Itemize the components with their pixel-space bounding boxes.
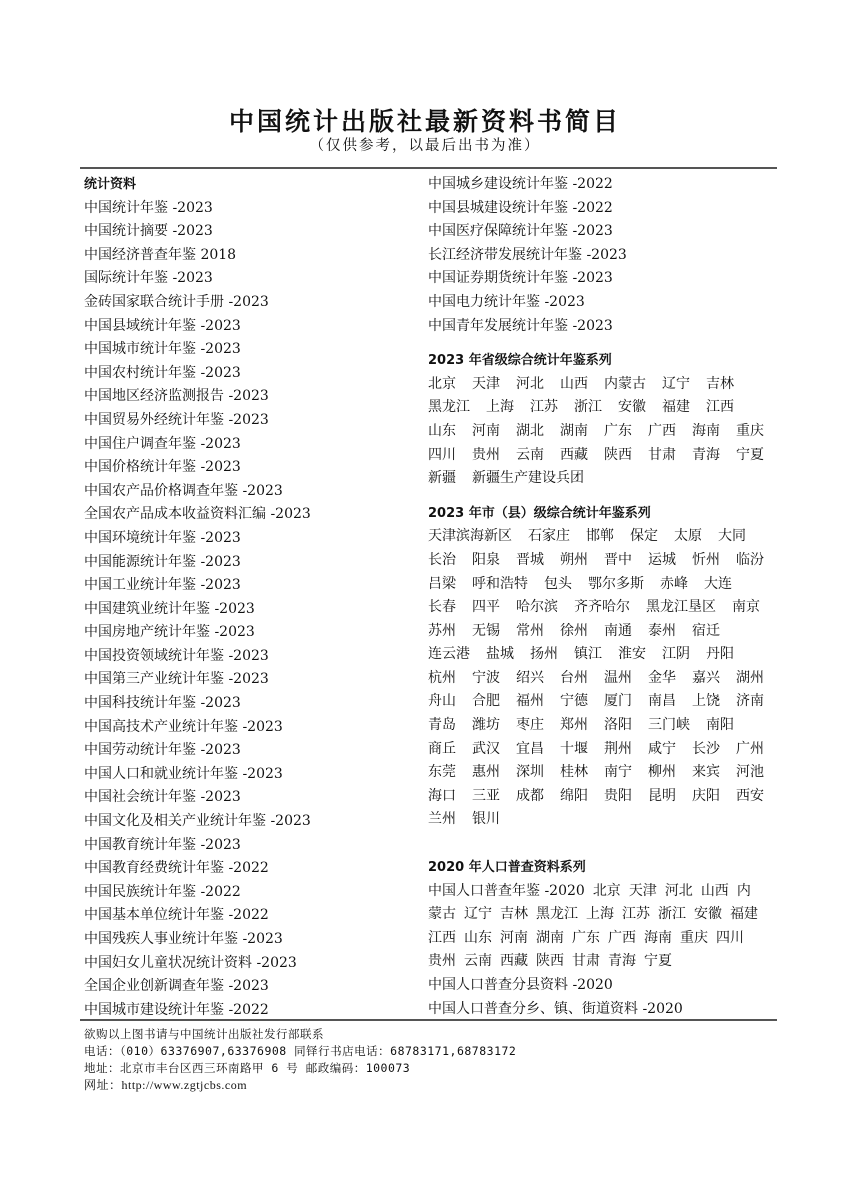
city-row	[428, 808, 778, 832]
city-entry: 鄂尔多斯	[588, 575, 644, 592]
city-entry: 淮安	[618, 646, 646, 663]
book-title: 中国社会统计年鉴 -2023	[84, 789, 241, 806]
city-entry: 苏州	[428, 622, 456, 639]
city-entry: 赤峰	[660, 575, 688, 592]
city-entry: 兰州	[428, 811, 456, 828]
census-region-entry: 黑龙江	[536, 906, 578, 923]
contact-footer	[84, 1026, 516, 1094]
section-title-provincial: 2023 年省级综合统计年鉴系列	[428, 353, 612, 369]
city-entry: 长治	[428, 551, 456, 568]
book-title: 中国城市建设统计年鉴 -2022	[84, 1001, 269, 1018]
province-entry: 甘肃	[648, 446, 676, 463]
city-row	[428, 549, 778, 573]
census-region-row	[428, 903, 778, 927]
book-title: 中国民族统计年鉴 -2022	[84, 883, 241, 900]
book-title: 中国妇女儿童状况统计资料 -2023	[84, 954, 297, 971]
census-region-list	[428, 880, 778, 974]
provincial-region-list	[428, 373, 778, 491]
city-entry: 郑州	[560, 717, 588, 734]
census-region-entry: 内	[736, 882, 751, 899]
city-entry: 深圳	[516, 764, 544, 781]
province-row	[428, 420, 778, 444]
city-entry: 三门峡	[648, 717, 690, 734]
province-row	[428, 396, 778, 420]
city-entry: 常州	[516, 622, 544, 639]
book-title: 中国地区经济监测报告 -2023	[84, 388, 269, 405]
book-title: 中国房地产统计年鉴 -2023	[84, 624, 255, 641]
city-entry: 温州	[604, 669, 632, 686]
city-entry: 宿迁	[692, 622, 720, 639]
census-region-entry: 江苏	[622, 906, 650, 923]
city-entry: 湖州	[736, 669, 764, 686]
city-entry: 朔州	[560, 551, 588, 568]
city-entry: 嘉兴	[692, 669, 720, 686]
census-region-row	[428, 950, 778, 974]
province-entry: 新疆生产建设兵团	[472, 470, 584, 487]
census-region-entry: 湖南	[536, 929, 564, 946]
top-divider	[80, 167, 777, 169]
city-entry: 长春	[428, 599, 456, 616]
website-line[interactable]: 网址：http://www.zgtjcbs.com	[84, 1078, 248, 1092]
census-region-entry: 安徽	[694, 906, 722, 923]
city-entry: 泰州	[648, 622, 676, 639]
province-entry: 云南	[516, 446, 544, 463]
city-entry: 江阴	[662, 646, 690, 663]
province-entry: 重庆	[736, 422, 764, 439]
city-row	[428, 761, 778, 785]
city-entry: 齐齐哈尔	[574, 599, 630, 616]
phone-line: 电话：（010）63376907,63376908 同铎行书店电话：68783171,68783172	[84, 1044, 517, 1058]
census-region-entry: 吉林	[500, 906, 528, 923]
province-entry: 广西	[648, 422, 676, 439]
city-entry: 杭州	[428, 669, 456, 686]
province-row	[428, 373, 778, 397]
city-entry: 荆州	[604, 740, 632, 757]
page-subtitle: （仅供参考，以最后出书为准）	[309, 138, 541, 154]
city-entry: 枣庄	[516, 717, 544, 734]
city-entry: 济南	[736, 693, 764, 710]
purchase-note: 欲购以上图书请与中国统计出版社发行部联系	[84, 1027, 324, 1041]
city-entry: 大同	[718, 528, 746, 545]
province-entry: 天津	[472, 375, 500, 392]
book-title: 中国第三产业统计年鉴 -2023	[84, 671, 269, 688]
census-region-entry: 山西	[700, 882, 729, 899]
census-book-title: 中国人口普查分县资料 -2020	[428, 977, 613, 993]
book-title: 金砖国家联合统计手册 -2023	[84, 293, 269, 310]
section-title-statistics: 统计资料	[84, 177, 137, 192]
book-title: 中国统计年鉴 -2023	[84, 199, 213, 216]
census-region-entry: 河北	[664, 882, 693, 899]
bottom-divider	[80, 1019, 777, 1021]
census-region-entry: 青海	[608, 953, 636, 970]
city-entry: 盐城	[486, 646, 514, 663]
city-entry: 阳泉	[472, 551, 500, 568]
province-entry: 黑龙江	[428, 399, 470, 416]
section-title-city: 2023 年市（县）级综合统计年鉴系列	[428, 505, 651, 521]
city-row	[428, 596, 778, 620]
province-entry: 青海	[692, 446, 720, 463]
city-entry: 邯郸	[586, 528, 614, 545]
census-region-entry: 甘肃	[572, 953, 600, 970]
city-entry: 南昌	[648, 693, 676, 710]
city-entry: 南宁	[604, 764, 632, 781]
city-entry: 十堰	[560, 740, 588, 757]
city-row	[428, 785, 778, 809]
province-entry: 山东	[428, 422, 456, 439]
book-title: 中国县城建设统计年鉴 -2022	[428, 199, 613, 216]
book-title: 中国证券期货统计年鉴 -2023	[428, 270, 613, 287]
city-entry: 镇江	[574, 646, 602, 663]
city-entry: 呼和浩特	[472, 575, 528, 592]
city-entry: 晋城	[516, 551, 544, 568]
city-entry: 临汾	[736, 551, 764, 568]
left-column	[84, 173, 414, 1022]
book-title: 中国电力统计年鉴 -2023	[428, 293, 585, 310]
census-region-entry: 贵州	[428, 953, 456, 970]
city-entry: 东莞	[428, 764, 456, 781]
book-title: 中国城市统计年鉴 -2023	[84, 341, 241, 358]
city-entry: 宜昌	[516, 740, 544, 757]
city-entry: 洛阳	[604, 717, 632, 734]
city-entry: 哈尔滨	[516, 599, 558, 616]
province-entry: 吉林	[706, 375, 734, 392]
city-entry: 四平	[472, 599, 500, 616]
province-entry: 浙江	[574, 399, 602, 416]
city-entry: 桂林	[560, 764, 588, 781]
city-entry: 福州	[516, 693, 544, 710]
city-entry: 吕梁	[428, 575, 456, 592]
city-entry: 长沙	[692, 740, 720, 757]
census-region-entry: 上海	[586, 906, 614, 923]
census-region-row	[428, 880, 778, 904]
book-title: 中国城乡建设统计年鉴 -2022	[428, 176, 613, 192]
city-entry: 西安	[736, 787, 764, 804]
province-entry: 广东	[604, 422, 632, 439]
city-entry: 广州	[736, 740, 764, 757]
city-entry: 咸宁	[648, 740, 676, 757]
right-column	[428, 173, 778, 1021]
city-entry: 厦门	[604, 693, 632, 710]
census-region-entry: 海南	[644, 929, 672, 946]
city-entry: 丹阳	[706, 646, 734, 663]
book-title: 中国文化及相关产业统计年鉴 -2023	[84, 813, 311, 830]
province-entry: 湖北	[516, 422, 544, 439]
province-entry: 西藏	[560, 446, 588, 463]
book-title: 中国价格统计年鉴 -2023	[84, 459, 241, 476]
province-entry: 辽宁	[662, 375, 690, 392]
city-entry: 绵阳	[560, 787, 588, 804]
book-title: 中国高技术产业统计年鉴 -2023	[84, 718, 283, 735]
census-book-list	[428, 974, 778, 1021]
census-region-entry: 广西	[608, 929, 636, 946]
city-entry: 绍兴	[516, 669, 544, 686]
province-entry: 安徽	[618, 399, 646, 416]
province-entry: 海南	[692, 422, 720, 439]
province-entry: 福建	[662, 399, 690, 416]
city-entry: 宁波	[472, 669, 500, 686]
book-title: 中国县域统计年鉴 -2023	[84, 317, 241, 334]
city-entry: 青岛	[428, 717, 456, 734]
city-entry: 三亚	[472, 787, 500, 804]
city-entry: 贵阳	[604, 787, 632, 804]
yearbook-list-continued	[428, 173, 778, 338]
city-entry: 扬州	[530, 646, 558, 663]
city-row	[428, 525, 778, 549]
province-entry: 河南	[472, 422, 500, 439]
book-title: 中国医疗保障统计年鉴 -2023	[428, 223, 613, 240]
city-entry: 台州	[560, 669, 588, 686]
city-entry: 上饶	[692, 693, 720, 710]
census-region-entry: 重庆	[680, 929, 708, 946]
book-title: 国际统计年鉴 -2023	[84, 270, 213, 287]
city-entry: 大连	[704, 575, 732, 592]
book-title: 中国青年发展统计年鉴 -2023	[428, 317, 613, 334]
city-entry: 惠州	[472, 764, 500, 781]
city-row	[428, 573, 778, 597]
census-region-entry: 广东	[572, 929, 600, 946]
city-entry: 成都	[516, 787, 544, 804]
city-entry: 昆明	[648, 787, 676, 804]
census-region-entry: 中国人口普查年鉴 -2020	[428, 882, 585, 899]
city-entry: 保定	[630, 528, 658, 545]
address-line: 地址：北京市丰台区西三环南路甲 6 号 邮政编码：100073	[84, 1061, 411, 1075]
book-title: 中国教育经费统计年鉴 -2022	[84, 860, 269, 877]
census-region-entry: 天津	[628, 882, 657, 899]
statistics-book-list	[84, 197, 414, 1023]
book-title: 中国农村统计年鉴 -2023	[84, 364, 241, 381]
book-title: 长江经济带发展统计年鉴 -2023	[428, 246, 627, 263]
city-entry: 武汉	[472, 740, 500, 757]
city-entry: 石家庄	[528, 528, 570, 545]
city-row	[428, 714, 778, 738]
census-region-entry: 山东	[464, 929, 492, 946]
city-entry: 运城	[648, 551, 676, 568]
province-entry: 河北	[516, 375, 544, 392]
city-row	[428, 643, 778, 667]
book-title: 中国环境统计年鉴 -2023	[84, 529, 241, 546]
book-title: 中国工业统计年鉴 -2023	[84, 577, 241, 594]
city-entry: 南阳	[706, 717, 734, 734]
city-entry: 包头	[544, 575, 572, 592]
city-entry: 宁德	[560, 693, 588, 710]
book-title: 中国基本单位统计年鉴 -2022	[84, 907, 269, 924]
census-region-entry: 蒙古	[428, 906, 456, 923]
city-entry: 忻州	[692, 551, 720, 568]
province-entry: 贵州	[472, 446, 500, 463]
census-region-entry: 辽宁	[464, 906, 492, 923]
book-title: 中国能源统计年鉴 -2023	[84, 553, 241, 570]
city-entry: 来宾	[692, 764, 720, 781]
province-entry: 江西	[706, 399, 734, 416]
census-region-entry: 江西	[428, 929, 456, 946]
city-entry: 金华	[648, 669, 676, 686]
city-entry: 晋中	[604, 551, 632, 568]
city-region-list	[428, 525, 778, 832]
city-row	[428, 738, 778, 762]
book-title: 中国劳动统计年鉴 -2023	[84, 742, 241, 759]
city-entry: 柳州	[648, 764, 676, 781]
book-title: 全国企业创新调查年鉴 -2023	[84, 978, 269, 995]
census-region-entry: 云南	[464, 953, 492, 970]
city-row	[428, 690, 778, 714]
province-row	[428, 444, 778, 468]
census-region-entry: 西藏	[500, 953, 528, 970]
book-title: 中国经济普查年鉴 2018	[84, 246, 237, 263]
province-row	[428, 467, 778, 491]
city-entry: 舟山	[428, 693, 456, 710]
book-title: 中国投资领域统计年鉴 -2023	[84, 647, 269, 664]
census-region-entry: 四川	[716, 929, 744, 946]
census-region-entry: 浙江	[658, 906, 686, 923]
census-region-entry: 北京	[592, 882, 621, 899]
book-title: 全国农产品成本收益资料汇编 -2023	[84, 506, 311, 523]
city-entry: 庆阳	[692, 787, 720, 804]
book-title: 中国人口和就业统计年鉴 -2023	[84, 765, 283, 782]
province-entry: 陕西	[604, 446, 632, 463]
province-entry: 宁夏	[736, 446, 764, 463]
city-entry: 太原	[674, 528, 702, 545]
book-title: 中国贸易外经统计年鉴 -2023	[84, 411, 269, 428]
province-entry: 上海	[486, 399, 514, 416]
city-entry: 河池	[736, 764, 764, 781]
city-row	[428, 620, 778, 644]
city-entry: 南京	[732, 599, 760, 616]
province-entry: 内蒙古	[604, 375, 646, 392]
census-region-entry: 宁夏	[644, 953, 672, 970]
city-entry: 徐州	[560, 622, 588, 639]
city-entry: 无锡	[472, 622, 500, 639]
census-region-entry: 河南	[500, 929, 528, 946]
census-region-entry: 陕西	[536, 953, 564, 970]
book-title: 中国科技统计年鉴 -2023	[84, 695, 241, 712]
city-entry: 黑龙江垦区	[646, 599, 716, 616]
province-entry: 江苏	[530, 399, 558, 416]
province-entry: 新疆	[428, 470, 456, 487]
census-region-row	[428, 927, 778, 951]
city-entry: 南通	[604, 622, 632, 639]
city-row	[428, 667, 778, 691]
province-entry: 山西	[560, 375, 588, 392]
city-entry: 合肥	[472, 693, 500, 710]
city-entry: 潍坊	[472, 717, 500, 734]
province-entry: 北京	[428, 375, 456, 392]
book-title: 中国统计摘要 -2023	[84, 223, 213, 240]
city-entry: 商丘	[428, 740, 456, 757]
province-entry: 四川	[428, 446, 456, 463]
city-entry: 银川	[472, 811, 500, 828]
city-entry: 连云港	[428, 646, 470, 663]
city-entry: 天津滨海新区	[428, 528, 512, 545]
province-entry: 湖南	[560, 422, 588, 439]
section-title-census: 2020 年人口普查资料系列	[428, 860, 586, 876]
book-title: 中国住户调查年鉴 -2023	[84, 435, 241, 452]
city-entry: 海口	[428, 787, 456, 804]
page-title: 中国统计出版社最新资料书简目	[228, 107, 621, 136]
census-region-entry: 福建	[730, 906, 758, 923]
book-title: 中国建筑业统计年鉴 -2023	[84, 600, 255, 617]
census-book-title: 中国人口普查分乡、镇、街道资料 -2020	[428, 1000, 683, 1017]
book-title: 中国农产品价格调查年鉴 -2023	[84, 482, 283, 499]
book-title: 中国残疾人事业统计年鉴 -2023	[84, 931, 283, 947]
book-title: 中国教育统计年鉴 -2023	[84, 836, 241, 853]
